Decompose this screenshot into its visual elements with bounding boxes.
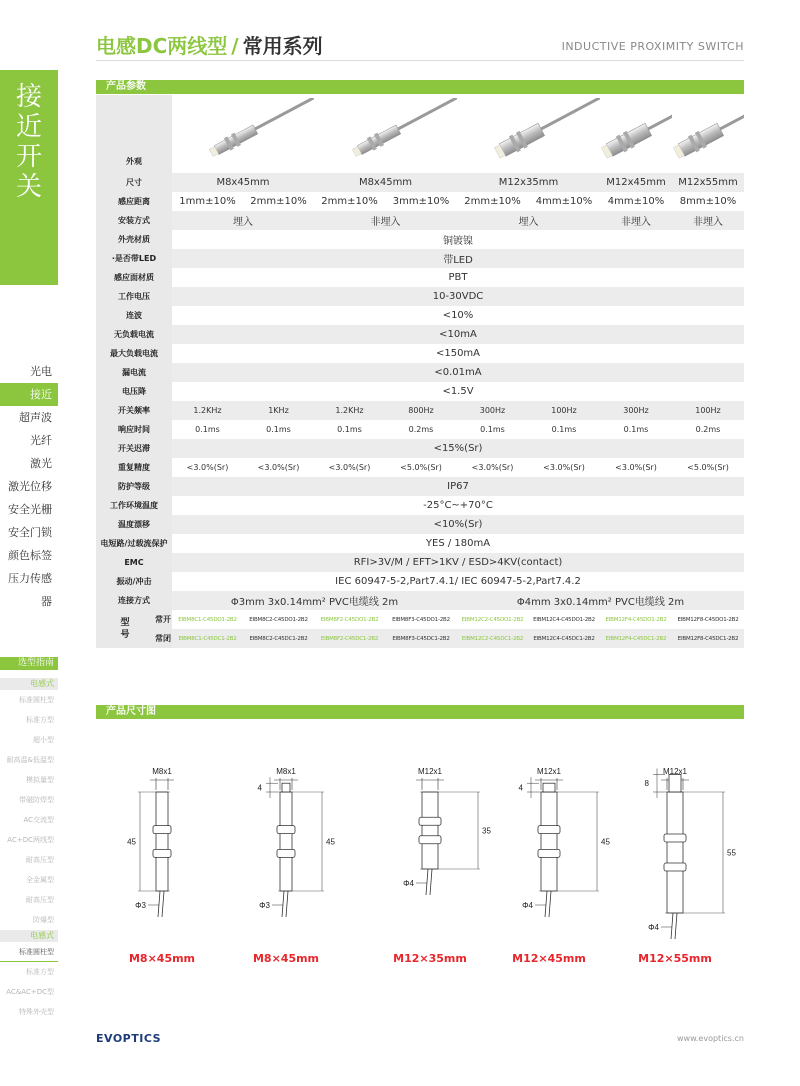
spec-cell: 4mm±10% [600, 192, 672, 211]
dimension-text: M12x1 [662, 767, 688, 776]
spec-cell: 0.2ms [385, 420, 457, 439]
spec-cell: 100Hz [672, 401, 744, 420]
guide-item[interactable]: 特殊外壳型 [19, 1008, 54, 1016]
spec-cell: 1.2KHz [172, 401, 243, 420]
spec-label: 响应时间 [96, 420, 172, 439]
spec-row [96, 211, 744, 230]
spec-row [96, 477, 744, 496]
dimension-text: 45 [326, 837, 335, 847]
product-photo-cell [457, 95, 600, 173]
spec-label: 连接方式 [96, 591, 172, 610]
spec-label: 防护等级 [96, 477, 172, 496]
spec-label: 安装方式 [96, 211, 172, 230]
spec-cell: 3mm±10% [385, 192, 457, 211]
spec-label: 开关频率 [96, 401, 172, 420]
footer-url[interactable]: www.evoptics.cn [676, 1034, 744, 1043]
spec-cell: 非埋入 [600, 211, 672, 230]
photo-row [96, 95, 744, 173]
spec-cell: M8x45mm [314, 173, 457, 192]
spec-row [96, 591, 744, 610]
spec-label: 电短路/过载流保护 [96, 534, 172, 553]
model-label [96, 610, 154, 648]
guide-item[interactable]: 标准方型 [26, 968, 54, 976]
spec-table [96, 95, 744, 648]
model-row [96, 610, 744, 629]
spec-cell: <3.0%(Sr) [600, 458, 672, 477]
selection-guide [0, 657, 58, 1022]
model-number[interactable]: EIBM12C2-C45DO1-2B2 [457, 610, 528, 629]
spec-label: 工作电压 [96, 287, 172, 306]
category-tab-label: 接近开关 [15, 82, 42, 202]
spec-row [96, 382, 744, 401]
header-divider [96, 60, 744, 61]
spec-label: 连波 [96, 306, 172, 325]
dimension-caption: M12×35mm [393, 952, 467, 965]
spec-cell: 2mm±10% [457, 192, 528, 211]
spec-cell: 2mm±10% [314, 192, 385, 211]
title-main: 常用系列 [242, 34, 323, 58]
spec-cell: 非埋入 [672, 211, 744, 230]
section-params: 产品参数 [96, 80, 744, 94]
dimension-text: Φ4 [648, 923, 659, 932]
dimension-drawing [645, 767, 737, 939]
dimension-caption: M8×45mm [128, 952, 196, 965]
english-subtitle: INDUCTIVE PROXIMITY SWITCH [561, 40, 744, 53]
spec-label: 外壳材质 [96, 230, 172, 249]
model-number[interactable]: EIBM8C1-C45DC1-2B2 [172, 629, 243, 648]
guide-item[interactable]: 标准方型 [26, 716, 54, 724]
spec-label: 外观 [96, 95, 172, 173]
spec-cell: M12x55mm [672, 173, 744, 192]
model-number[interactable]: EIBM12C4-C45DC1-2B2 [528, 629, 600, 648]
side-nav-item[interactable]: 安全门锁 [8, 526, 52, 539]
spec-cell: YES / 180mA [172, 534, 744, 553]
model-row [96, 629, 744, 648]
model-number[interactable]: EIBM8C1-C45DO1-2B2 [172, 610, 243, 629]
spec-label: EMC [96, 553, 172, 572]
spec-row [96, 249, 744, 268]
dimension-drawing [403, 767, 491, 895]
dimension-text: 8 [644, 779, 649, 789]
product-photo-cell [672, 95, 744, 173]
dimension-caption: M12×55mm [638, 952, 712, 965]
dimension-text: Φ4 [403, 879, 414, 888]
spec-cell: 铜镀镍 [172, 230, 744, 249]
page-title [96, 34, 323, 58]
spec-cell: 8mm±10% [672, 192, 744, 211]
spec-row [96, 515, 744, 534]
dimension-text: 45 [601, 837, 610, 847]
side-nav-item[interactable]: 光电 [30, 365, 52, 378]
spec-cell: 1KHz [243, 401, 314, 420]
guide-item[interactable]: 标准圆柱型 [19, 696, 54, 704]
spec-cell: 300Hz [457, 401, 528, 420]
spec-cell: <10% [172, 306, 744, 325]
model-label-text: 型号 [120, 618, 130, 640]
spec-cell: <3.0%(Sr) [457, 458, 528, 477]
dimension-text: M12x1 [536, 767, 562, 776]
spec-label: 温度漂移 [96, 515, 172, 534]
title-green: 电感DC两线型 [96, 34, 228, 58]
spec-label: 开关迟滞 [96, 439, 172, 458]
spec-cell: <3.0%(Sr) [172, 458, 243, 477]
spec-label: 尺寸 [96, 173, 172, 192]
sensor-photo-icon [600, 98, 672, 168]
spec-label: 工作环境温度 [96, 496, 172, 515]
dimension-text: Φ4 [522, 901, 533, 910]
model-number[interactable]: EIBM8F2-C45DC1-2B2 [314, 629, 385, 648]
page-header [96, 30, 744, 60]
spec-cell: <150mA [172, 344, 744, 363]
spec-row [96, 420, 744, 439]
dimension-text: 55 [727, 848, 736, 858]
dimension-drawing [258, 767, 336, 917]
spec-cell: <3.0%(Sr) [528, 458, 600, 477]
side-nav-item[interactable]: 安全光栅 [8, 503, 52, 516]
spec-row [96, 268, 744, 287]
spec-cell: 0.1ms [600, 420, 672, 439]
spec-row [96, 572, 744, 591]
guide-item[interactable]: 耐高压型 [26, 856, 54, 864]
spec-cell: M12x35mm [457, 173, 600, 192]
spec-cell: <10%(Sr) [172, 515, 744, 534]
spec-row [96, 458, 744, 477]
spec-row [96, 496, 744, 515]
guide-item[interactable]: 防爆型 [33, 916, 54, 924]
spec-row [96, 230, 744, 249]
model-number[interactable]: EIBM8C2-C45DO1-2B2 [243, 610, 314, 629]
guide-category: 电感式 [0, 930, 58, 942]
spec-cell: 300Hz [600, 401, 672, 420]
spec-label: 最大负载电流 [96, 344, 172, 363]
spec-row [96, 363, 744, 382]
model-number[interactable]: EIBM12C4-C45DO1-2B2 [528, 610, 600, 629]
spec-cell: <3.0%(Sr) [314, 458, 385, 477]
spec-label: 漏电流 [96, 363, 172, 382]
spec-cell: Φ3mm 3x0.14mm² PVC电缆线 2m [172, 591, 457, 610]
dimension-text: M12x1 [417, 767, 443, 776]
spec-label: 感应面材质 [96, 268, 172, 287]
spec-label: 重复精度 [96, 458, 172, 477]
category-tab [0, 70, 58, 285]
spec-cell: 带LED [172, 249, 744, 268]
side-nav-item[interactable]: 激光 [30, 457, 52, 470]
product-photo-cell [172, 95, 314, 173]
dimension-text: Φ3 [259, 901, 270, 910]
spec-cell: 0.1ms [457, 420, 528, 439]
spec-cell: 埋入 [457, 211, 600, 230]
spec-cell: IEC 60947-5-2,Part7.4.1/ IEC 60947-5-2,Part7.4.2 [172, 572, 744, 591]
sensor-photo-icon [458, 98, 600, 168]
spec-row [96, 553, 744, 572]
dimension-text: M8x1 [152, 767, 172, 776]
spec-cell: <10mA [172, 325, 744, 344]
spec-cell: 1.2KHz [314, 401, 385, 420]
spec-label: 振动/冲击 [96, 572, 172, 591]
sensor-photo-icon [672, 98, 744, 168]
dimension-caption: M8×45mm [252, 952, 320, 965]
spec-row [96, 287, 744, 306]
side-nav-item[interactable]: 光纤 [30, 434, 52, 447]
sensor-photo-icon [315, 98, 457, 168]
title-separator: / [231, 34, 239, 58]
dimension-text: 4 [257, 783, 262, 793]
spec-cell: 0.1ms [243, 420, 314, 439]
guide-item[interactable]: 标准圆柱型 [0, 942, 58, 962]
dimension-text: M8x1 [276, 767, 296, 776]
spec-cell: IP67 [172, 477, 744, 496]
spec-cell: 100Hz [528, 401, 600, 420]
spec-cell: 1mm±10% [172, 192, 243, 211]
spec-label: 电压降 [96, 382, 172, 401]
dimension-text: Φ3 [135, 901, 146, 910]
spec-cell: 非埋入 [314, 211, 457, 230]
spec-label: ·是否带LED [96, 249, 172, 268]
spec-cell: 800Hz [385, 401, 457, 420]
dimension-text: 35 [482, 826, 491, 836]
guide-item[interactable]: AC交流型 [23, 816, 54, 824]
model-number[interactable]: EIBM8F2-C45DO1-2B2 [314, 610, 385, 629]
spec-cell: -25°C~+70°C [172, 496, 744, 515]
spec-cell: <15%(Sr) [172, 439, 744, 458]
spec-row [96, 306, 744, 325]
guide-item[interactable]: AC&AC+DC型 [6, 988, 54, 996]
spec-cell: <0.01mA [172, 363, 744, 382]
dimension-drawing [127, 767, 174, 917]
dimension-drawing [519, 767, 611, 917]
spec-cell: 0.1ms [172, 420, 243, 439]
dimension-caption: M12×45mm [512, 952, 586, 965]
dimension-text: 4 [518, 783, 523, 793]
side-nav-item[interactable]: 颜色标签 [8, 549, 52, 562]
side-nav-item[interactable]: 超声波 [19, 411, 52, 424]
spec-label: 感应距离 [96, 192, 172, 211]
model-number[interactable]: EIBM8F3-C45DC1-2B2 [385, 629, 457, 648]
model-number[interactable]: EIBM12F8-C45DO1-2B2 [672, 610, 744, 629]
spec-cell: RFI>3V/M / EFT>1KV / ESD>4KV(contact) [172, 553, 744, 572]
spec-cell: <1.5V [172, 382, 744, 401]
spec-cell: <5.0%(Sr) [385, 458, 457, 477]
model-number[interactable]: EIBM12F4-C45DO1-2B2 [600, 610, 672, 629]
side-nav-item[interactable]: 激光位移 [8, 480, 52, 493]
spec-row [96, 173, 744, 192]
spec-cell: 10-30VDC [172, 287, 744, 306]
spec-cell: <3.0%(Sr) [243, 458, 314, 477]
side-nav-item[interactable]: 压力传感器 [8, 572, 52, 608]
guide-item[interactable]: 超小型 [33, 736, 54, 744]
product-photo-cell [314, 95, 457, 173]
model-number[interactable]: EIBM12C2-C45DC1-2B2 [457, 629, 528, 648]
spec-row [96, 192, 744, 211]
spec-cell: M8x45mm [172, 173, 314, 192]
guide-item[interactable]: 耐高温&低温型 [6, 756, 54, 764]
guide-category: 电感式 [0, 678, 58, 690]
spec-cell: 4mm±10% [528, 192, 600, 211]
spec-row [96, 439, 744, 458]
sensor-photo-icon [172, 98, 314, 168]
product-photo-cell [600, 95, 672, 173]
model-number[interactable]: EIBM8F3-C45DO1-2B2 [385, 610, 457, 629]
guide-item[interactable]: 模拟量型 [26, 776, 54, 784]
spec-row [96, 534, 744, 553]
model-number[interactable]: EIBM8C2-C45DC1-2B2 [243, 629, 314, 648]
side-nav-item[interactable]: 接近 [0, 383, 58, 406]
spec-label: 常开 [154, 610, 172, 629]
spec-row [96, 401, 744, 420]
guide-item[interactable]: 耐高压型 [26, 896, 54, 904]
spec-cell: 2mm±10% [243, 192, 314, 211]
side-nav [0, 360, 58, 608]
dimension-drawings [96, 740, 744, 980]
model-number[interactable]: EIBM12F4-C45DC1-2B2 [600, 629, 672, 648]
section-dims: 产品尺寸图 [96, 705, 744, 719]
spec-row [96, 325, 744, 344]
spec-cell: 0.2ms [672, 420, 744, 439]
guide-item[interactable]: 全金属型 [26, 876, 54, 884]
spec-label: 常闭 [154, 629, 172, 648]
spec-cell: 0.1ms [314, 420, 385, 439]
brand-logo: EVOPTICS [96, 1032, 162, 1045]
spec-row [96, 344, 744, 363]
spec-cell: Φ4mm 3x0.14mm² PVC电缆线 2m [457, 591, 744, 610]
spec-cell: M12x45mm [600, 173, 672, 192]
model-number[interactable]: EIBM12F8-C45DC1-2B2 [672, 629, 744, 648]
spec-cell: 0.1ms [528, 420, 600, 439]
dimension-text: 45 [127, 837, 136, 847]
spec-label: 无负载电流 [96, 325, 172, 344]
guide-item[interactable]: 带磁防焊型 [19, 796, 54, 804]
guide-title: 选型指南 [0, 657, 58, 670]
spec-cell: PBT [172, 268, 744, 287]
spec-cell: <5.0%(Sr) [672, 458, 744, 477]
dimension-svg [96, 740, 744, 950]
spec-cell: 埋入 [172, 211, 314, 230]
guide-item[interactable]: AC+DC两线型 [7, 836, 54, 844]
